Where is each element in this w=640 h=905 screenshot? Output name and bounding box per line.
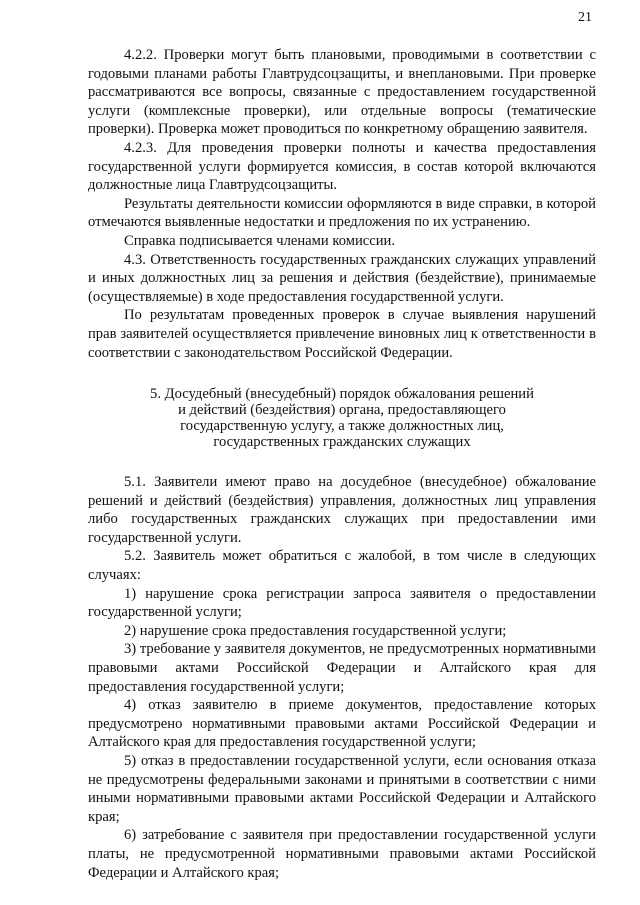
- paragraph: Справка подписывается членами комиссии.: [124, 232, 395, 249]
- paragraph: 4.2.2. Проверки могут быть плановыми, проводимыми в соответствии с годовыми планами работы Главтрудсоцзащиты, и внеплановыми. При проверке рассматриваются все вопросы, связанные с предоставлением государственной услуги (комплексные проверки), или отдельные вопросы (тематические проверки). Проверка может проводиться по конкретному обращению заявителя.: [88, 47, 596, 138]
- paragraph: По результатам проведенных проверок в случае выявления нарушений прав заявителей осуществляется привлечение виновных лиц к ответственности в соответствии с законодательством Российской Федерации.: [88, 307, 596, 361]
- paragraph: 5.2. Заявитель может обратиться с жалобой, в том числе в следующих случаях:: [88, 548, 596, 584]
- list-item: 3) требование у заявителя документов, не предусмотренных нормативными правовыми актами Российской Федерации и Алтайского края для предоставления государственной услуги;: [88, 641, 596, 695]
- paragraph: 5.1. Заявители имеют право на досудебное (внесудебное) обжалование решений и действий (бездействия) управления, должностных лиц управления либо государственных гражданских служащих при предоставлении ими государственной услуги.: [88, 474, 596, 546]
- page-number: 21: [578, 10, 592, 25]
- list-item: 1) нарушение срока регистрации запроса заявителя о предоставлении государственной услуги;: [88, 585, 596, 621]
- paragraph: Результаты деятельности комиссии оформляются в виде справки, в которой отмечаются выявленные недостатки и предложения по их устранению.: [88, 195, 596, 231]
- section-heading-line: государственную услугу, а также должностных лиц,: [180, 418, 504, 435]
- document-body: [88, 46, 596, 882]
- list-item: 5) отказ в предоставлении государственной услуги, если основания отказа не предусмотрены федеральными законами и принятыми в соответствии с ними иными нормативными правовыми актами Российской Федерации и Алтайского края;: [88, 753, 596, 825]
- section-heading-line: 5. Досудебный (внесудебный) порядок обжалования решений: [150, 386, 534, 403]
- section-heading-line: и действий (бездействия) органа, предоставляющего: [178, 402, 506, 419]
- section-heading-line: государственных гражданских служащих: [213, 434, 471, 451]
- section-heading: [88, 386, 596, 450]
- paragraph: 4.3. Ответственность государственных гражданских служащих управлений и иных должностных лиц за решения и действия (бездействие), принимаемые (осуществляемые) в ходе предоставления государственной услуги.: [88, 251, 596, 305]
- list-item: 6) затребование с заявителя при предоставлении государственной услуги платы, не предусмотренной нормативными правовыми актами Российской Федерации и Алтайского края;: [88, 827, 596, 881]
- list-item: 2) нарушение срока предоставления государственной услуги;: [124, 622, 507, 639]
- list-item: 4) отказ заявителю в приеме документов, предоставление которых предусмотрено нормативными правовыми актами Российской Федерации и Алтайского края для предоставления государственной услуги;: [88, 697, 596, 751]
- paragraph: 4.2.3. Для проведения проверки полноты и качества предоставления государственной услуги формируется комиссия, в состав которой включаются должностные лица Главтрудсоцзащиты.: [88, 139, 596, 194]
